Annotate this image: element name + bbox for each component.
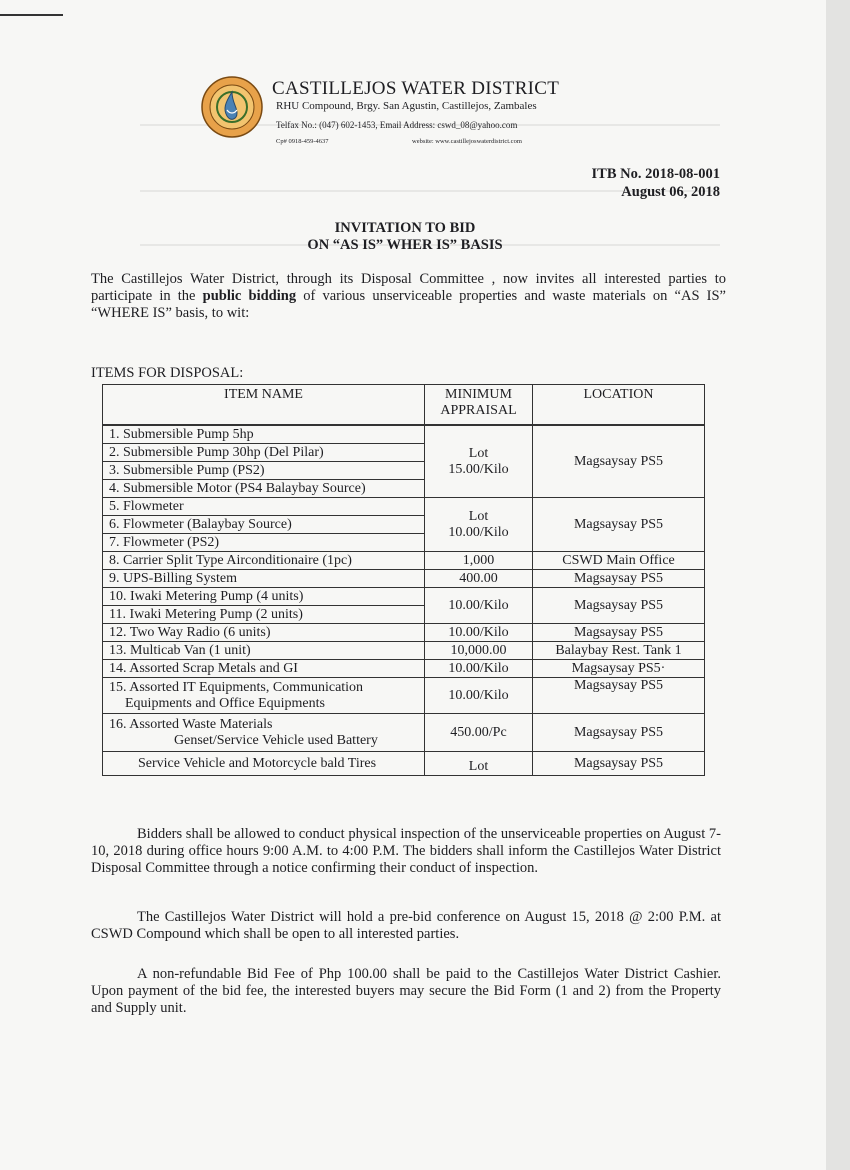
water-district-logo-icon	[201, 76, 263, 138]
item-appraisal: 10.00/Kilo	[425, 678, 533, 714]
item-appraisal: 10.00/Kilo	[425, 660, 533, 678]
intro-paragraph	[91, 271, 726, 322]
scan-mark	[0, 14, 63, 16]
document-subtitle: ON “AS IS” WHER IS” BASIS	[307, 237, 503, 253]
item-location: Magsaysay PS5	[533, 498, 705, 552]
items-table	[102, 384, 705, 776]
item-name: 16. Assorted Waste Materials Genset/Service Vehicle used Battery	[103, 714, 425, 752]
item-name: 5. Flowmeter	[103, 498, 425, 516]
item-location: Magsaysay PS5	[533, 624, 705, 642]
inspection-text: Bidders shall be allowed to conduct physical inspection of the unserviceable properties on August 7-10, 2018 during office hours 9:00 A.M. to 4:00 P.M. The bidders shall inform the Castillejos Water District Disposal Committee through a notice confirming their conduct of inspection.	[91, 826, 721, 876]
itb-number: ITB No. 2018-08-001	[591, 166, 720, 182]
items-section-label: ITEMS FOR DISPOSAL:	[91, 365, 244, 381]
table-row	[103, 426, 705, 444]
table-row	[103, 714, 705, 752]
column-header-minimum-appraisal: MINIMUM APPRAISAL	[425, 385, 533, 425]
item-appraisal: 450.00/Pc	[425, 714, 533, 752]
item-appraisal: 10.00/Kilo	[425, 588, 533, 624]
item-location: Magsaysay PS5·	[533, 660, 705, 678]
organization-website: website: www.castillejoswaterdistrict.com	[412, 138, 522, 145]
scanner-edge	[826, 0, 850, 1170]
item-name: 12. Two Way Radio (6 units)	[103, 624, 425, 642]
document-date: August 06, 2018	[621, 184, 720, 200]
table-row	[103, 660, 705, 678]
item-location: Magsaysay PS5	[533, 426, 705, 498]
item-appraisal: Lot	[425, 752, 533, 776]
item-location: Magsaysay PS5	[533, 570, 705, 588]
item-name: 1. Submersible Pump 5hp	[103, 426, 425, 444]
item-appraisal: Lot 10.00/Kilo	[425, 498, 533, 552]
table-row	[103, 588, 705, 606]
table-row	[103, 752, 705, 776]
item-appraisal: 10,000.00	[425, 642, 533, 660]
item-appraisal: 400.00	[425, 570, 533, 588]
inspection-paragraph	[91, 826, 721, 877]
item-appraisal: 1,000	[425, 552, 533, 570]
intro-text-end: of various unserviceable properties and waste materials on “AS IS” “WHERE IS” basis, to wit:	[91, 288, 726, 321]
item-location: Magsaysay PS5	[533, 588, 705, 624]
organization-name: CASTILLEJOS WATER DISTRICT	[272, 78, 560, 99]
organization-address: RHU Compound, Brgy. San Agustin, Castillejos, Zambales	[276, 100, 537, 112]
item-name: 14. Assorted Scrap Metals and GI	[103, 660, 425, 678]
bid-fee-text: A non-refundable Bid Fee of Php 100.00 shall be paid to the Castillejos Water District Cashier. Upon payment of the bid fee, the interested buyers may secure the Bid Form (1 and 2) from the Property and Supply unit.	[91, 966, 721, 1016]
reference-block	[592, 165, 721, 201]
item-name: 6. Flowmeter (Balaybay Source)	[103, 516, 425, 534]
item-name: 3. Submersible Pump (PS2)	[103, 462, 425, 480]
table-row	[103, 498, 705, 516]
item-name: 9. UPS-Billing System	[103, 570, 425, 588]
item-name: 11. Iwaki Metering Pump (2 units)	[103, 606, 425, 624]
intro-text: The Castillejos Water District, through its Disposal Committee , now invites all interested parties to participate in the	[91, 271, 726, 304]
bid-fee-paragraph	[91, 966, 721, 1017]
organization-mobile: Cp# 0918-459-4637	[276, 138, 329, 145]
prebid-paragraph	[91, 909, 721, 943]
table-row	[103, 642, 705, 660]
item-name: Service Vehicle and Motorcycle bald Tires	[103, 752, 425, 776]
item-location: Magsaysay PS5	[533, 714, 705, 752]
item-location: Balaybay Rest. Tank 1	[533, 642, 705, 660]
item-appraisal: 10.00/Kilo	[425, 624, 533, 642]
item-name: 8. Carrier Split Type Airconditionaire (1pc)	[103, 552, 425, 570]
item-location: Magsaysay PS5	[533, 678, 705, 714]
organization-contact: Telfax No.: (047) 602-1453, Email Address: cswd_08@yahoo.com	[276, 120, 518, 130]
item-name: 13. Multicab Van (1 unit)	[103, 642, 425, 660]
table-row	[103, 552, 705, 570]
item-appraisal: Lot 15.00/Kilo	[425, 426, 533, 498]
prebid-text: The Castillejos Water District will hold a pre-bid conference on August 15, 2018 @ 2:00 P.M. at CSWD Compound which shall be open to all interested parties.	[91, 909, 721, 942]
column-header-location: LOCATION	[533, 385, 705, 425]
item-name: 4. Submersible Motor (PS4 Balaybay Source)	[103, 480, 425, 498]
document-title: INVITATION TO BID	[334, 220, 476, 236]
table-row	[103, 570, 705, 588]
table-row	[103, 624, 705, 642]
item-location: Magsaysay PS5	[533, 752, 705, 776]
item-name: 15. Assorted IT Equipments, Communication Equipments and Office Equipments	[103, 678, 425, 714]
intro-emphasis: public bidding	[202, 288, 297, 304]
table-row	[103, 678, 705, 714]
item-name: 2. Submersible Pump 30hp (Del Pilar)	[103, 444, 425, 462]
item-location: CSWD Main Office	[533, 552, 705, 570]
item-name: 7. Flowmeter (PS2)	[103, 534, 425, 552]
item-name: 10. Iwaki Metering Pump (4 units)	[103, 588, 425, 606]
column-header-item-name: ITEM NAME	[103, 385, 425, 425]
